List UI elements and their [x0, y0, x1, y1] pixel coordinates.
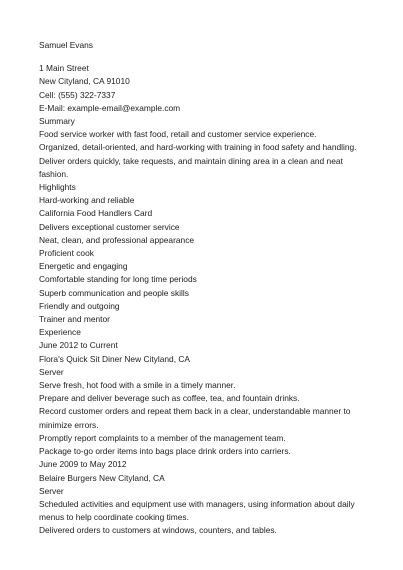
contact-street: 1 Main Street: [39, 63, 89, 74]
job-duty: Scheduled activities and equipment use with managers, using information about daily menus to help coordinate cooking times.: [39, 498, 355, 523]
job-duty: Package to-go order items into bags place drink orders into carriers.: [39, 446, 291, 457]
contact-cell: Cell: (555) 322-7337: [39, 89, 116, 100]
job-duty: Promptly report complaints to a member of the management team.: [39, 432, 286, 443]
job-duty: Delivered orders to customers at windows, counters, and tables.: [39, 525, 277, 536]
resume-document: [39, 39, 359, 538]
job-duty: Serve fresh, hot food with a smile in a timely manner.: [39, 380, 236, 391]
job-entry: [39, 339, 359, 458]
applicant-name: Samuel Evans: [39, 40, 93, 50]
contact-city: New Cityland, CA 91010: [39, 76, 130, 87]
experience-heading: Experience: [39, 327, 81, 338]
summary-heading: Summary: [39, 116, 75, 127]
job-duty: Record customer orders and repeat them back in a clear, understandable manner to minimize errors.: [39, 406, 351, 430]
job-dates: June 2012 to Current: [39, 340, 118, 351]
job-employer: Belaire Burgers New Cityland, CA: [39, 472, 165, 483]
summary-section: [39, 115, 359, 181]
contact-email: E-Mail: example-email@example.com: [39, 102, 181, 113]
job-employer: Flora's Quick Sit Diner New Cityland, CA: [39, 353, 190, 364]
job-dates: June 2009 to May 2012: [39, 459, 127, 470]
job-duty: Prepare and deliver beverage such as coffee, tea, and fountain drinks.: [39, 393, 300, 404]
highlight-item: Delivers exceptional customer service: [39, 221, 180, 232]
highlight-item: California Food Handlers Card: [39, 208, 153, 219]
job-title: Server: [39, 485, 64, 496]
contact-block: [39, 62, 359, 115]
highlight-item: Superb communication and people skills: [39, 287, 189, 298]
job-title: Server: [39, 366, 64, 377]
highlight-item: Neat, clean, and professional appearance: [39, 234, 195, 245]
highlight-item: Hard-working and reliable: [39, 195, 135, 206]
highlights-section: [39, 181, 359, 326]
highlight-item: Comfortable standing for long time periods: [39, 274, 197, 285]
highlight-item: Proficient cook: [39, 248, 94, 259]
highlight-item: Friendly and outgoing: [39, 300, 120, 311]
summary-text: Food service worker with fast food, retail and customer service experience. Organized, detail-oriented, and hard-working with training in food safety and handling. Deliver orders quickly, take requests, and maintain dining area in a clean and neat fashion.: [39, 129, 357, 179]
job-entry: [39, 458, 359, 537]
experience-section: [39, 326, 359, 537]
highlights-heading: Highlights: [39, 182, 76, 193]
highlight-item: Trainer and mentor: [39, 314, 110, 325]
highlight-item: Energetic and engaging: [39, 261, 128, 272]
